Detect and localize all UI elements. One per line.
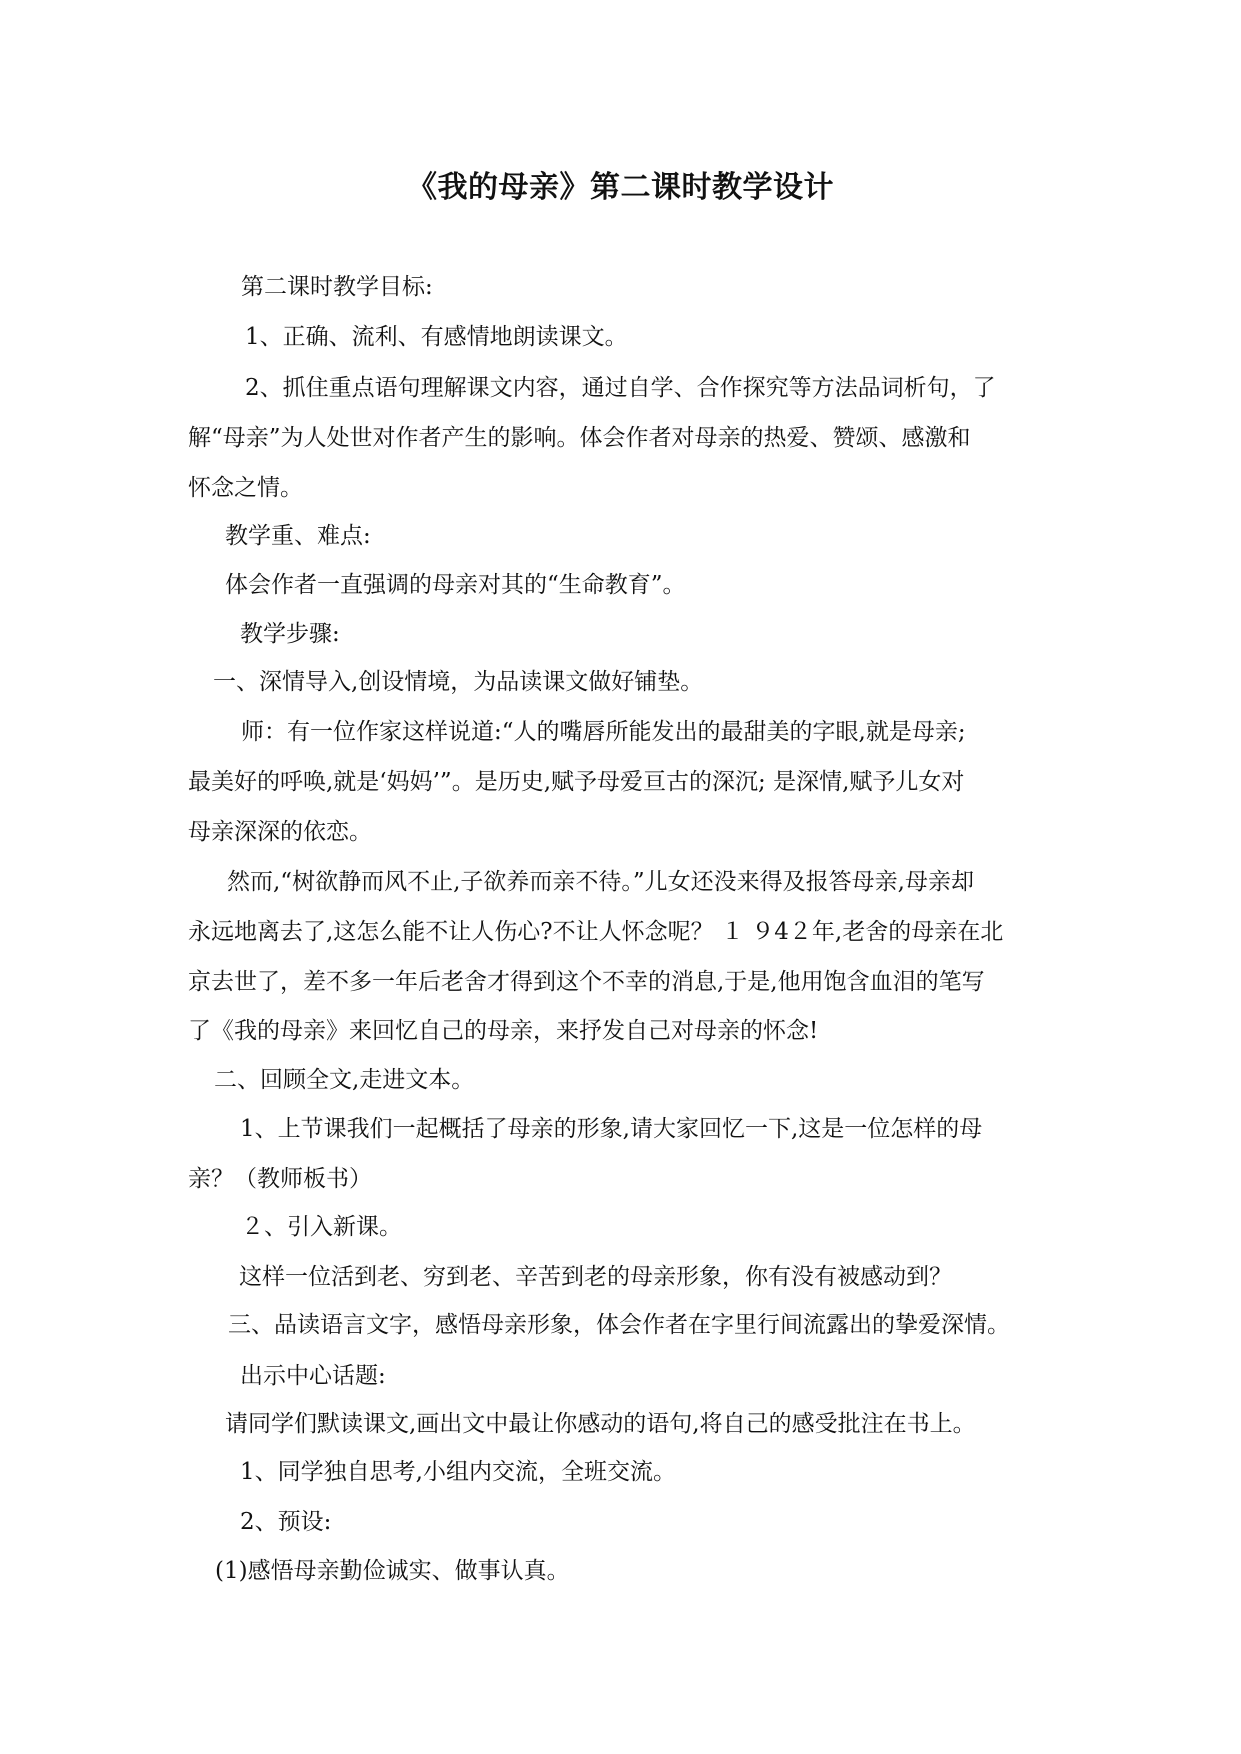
objective-2-line-3: 怀念之情。 <box>188 475 303 501</box>
section-2-item-1-line-2: 亲？（教师板书） <box>188 1166 372 1192</box>
objective-2-line-2: 解“母亲”为人处世对作者产生的影响。体会作者对母亲的热爱、赞颂、感激和 <box>188 425 971 451</box>
section-2-heading: 二、回顾全文,走进文本。 <box>214 1067 475 1093</box>
section-1-paragraph-2-line-3: 京去世了，差不多一年后老舍才得到这个不幸的消息,于是,他用饱含血泪的笔写 <box>188 969 985 995</box>
section-1-paragraph-2-line-2: 永远地离去了,这怎么能不让人伤心?不让人怀念呢？ １ ９4２年,老舍的母亲在北 <box>188 919 1004 945</box>
section-3-item-1: 1、同学独自思考,小组内交流，全班交流。 <box>240 1459 676 1485</box>
section-2-item-2: ２、引入新课。 <box>241 1214 402 1240</box>
key-points-heading: 教学重、难点: <box>225 523 371 549</box>
section-1-heading: 一、深情导入,创设情境，为品读课文做好铺垫。 <box>213 669 704 695</box>
section-3-heading: 三、品读语言文字，感悟母亲形象，体会作者在字里行间流露出的挚爱深情。 <box>228 1312 1010 1338</box>
section-1-paragraph-2-line-4: 了《我的母亲》来回忆自己的母亲，来抒发自己对母亲的怀念! <box>188 1018 819 1044</box>
document-title: 《我的母亲》第二课时教学设计 <box>407 170 834 205</box>
steps-heading: 教学步骤: <box>240 621 340 647</box>
section-2-item-1-line-1: 1、上节课我们一起概括了母亲的形象,请大家回忆一下,这是一位怎样的母 <box>240 1116 983 1142</box>
objective-2-line-1: 2、抓住重点语句理解课文内容，通过自学、合作探究等方法品词析句，了 <box>245 375 996 401</box>
section-1-paragraph-1-line-3: 母亲深深的依恋。 <box>188 819 372 845</box>
key-points-text: 体会作者一直强调的母亲对其的“生命教育”。 <box>225 572 686 598</box>
section-1-paragraph-2-line-1: 然而,“树欲静而风不止,子欲养而亲不待。”儿女还没来得及报答母亲,母亲却 <box>227 869 974 895</box>
section-1-paragraph-1-line-1: 师：有一位作家这样说道:“人的嘴唇所能发出的最甜美的字眼,就是母亲; <box>241 719 966 745</box>
objective-1: 1、正确、流利、有感情地朗读课文。 <box>245 324 628 350</box>
section-2-paragraph: 这样一位活到老、穷到老、辛苦到老的母亲形象，你有没有被感动到？ <box>239 1264 952 1290</box>
section-3-subitem-1: (1)感悟母亲勤俭诚实、做事认真。 <box>215 1558 570 1584</box>
central-topic-text: 请同学们默读课文,画出文中最让你感动的语句,将自己的感受批注在书上。 <box>225 1411 976 1437</box>
central-topic-heading: 出示中心话题: <box>240 1363 386 1389</box>
section-3-item-2: 2、预设: <box>240 1509 332 1535</box>
objectives-heading: 第二课时教学目标: <box>241 274 433 300</box>
section-1-paragraph-1-line-2: 最美好的呼唤,就是‘妈妈’”。是历史,赋予母爱亘古的深沉; 是深情,赋予儿女对 <box>188 769 965 795</box>
